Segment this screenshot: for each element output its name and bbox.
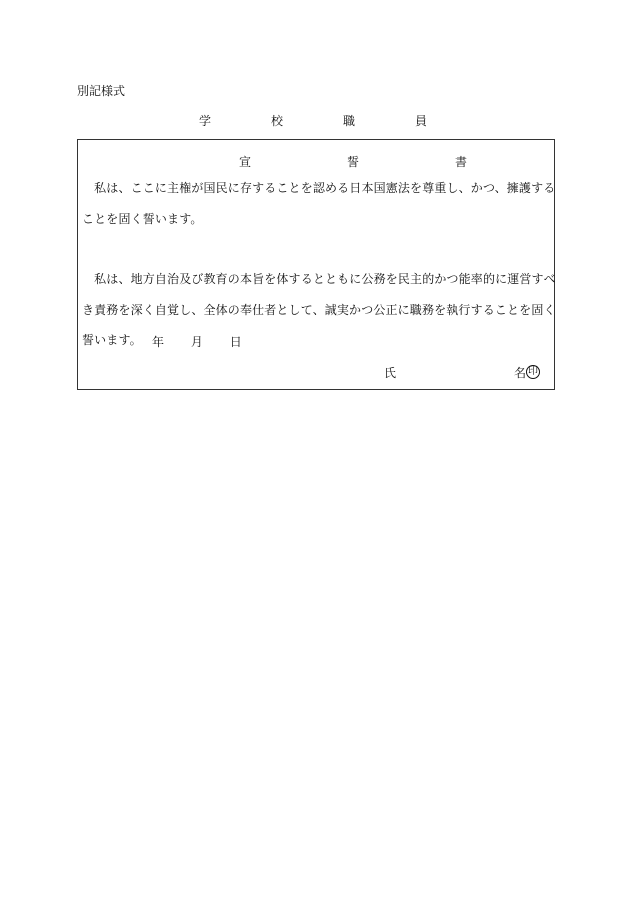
annex-label: 別記様式 (77, 84, 126, 98)
paragraph-line: 誓います。 (82, 333, 142, 347)
paragraph-line: ことを固く誓います。 (82, 211, 203, 226)
paragraph-line: 私は、ここに主権が国民に存することを認める日本国憲法を尊重し、かつ、擁護する (82, 181, 556, 195)
oath-title (238, 152, 468, 170)
heading-char: 学 (198, 113, 211, 128)
oath-box (77, 139, 555, 390)
oath-title-char: 誓 (346, 154, 359, 169)
date-month: 月 (190, 335, 203, 349)
paragraph-line: 私は、地方自治及び教育の本旨を体するとともに公務を民主的かつ能率的に運営すべ (82, 272, 556, 286)
paragraph-line: き責務を深く自覚し、全体の奉仕者として、誠実かつ公正に職務を執行することを固く (82, 302, 556, 317)
heading-char: 校 (270, 113, 283, 128)
date-row (152, 333, 265, 351)
oath-title-char: 宣 (238, 154, 251, 169)
signature-name-label: 名 (514, 366, 527, 380)
date-day: 日 (229, 335, 242, 349)
signature-surname-label: 氏 (384, 366, 397, 380)
date-year: 年 (152, 335, 165, 349)
oath-title-char: 書 (454, 154, 467, 169)
seal-mark-icon: 印 (528, 366, 538, 377)
heading-char: 員 (414, 113, 427, 128)
heading-char: 職 (342, 113, 355, 128)
document-heading (198, 111, 428, 129)
oath-paragraph-constitution (82, 173, 556, 234)
